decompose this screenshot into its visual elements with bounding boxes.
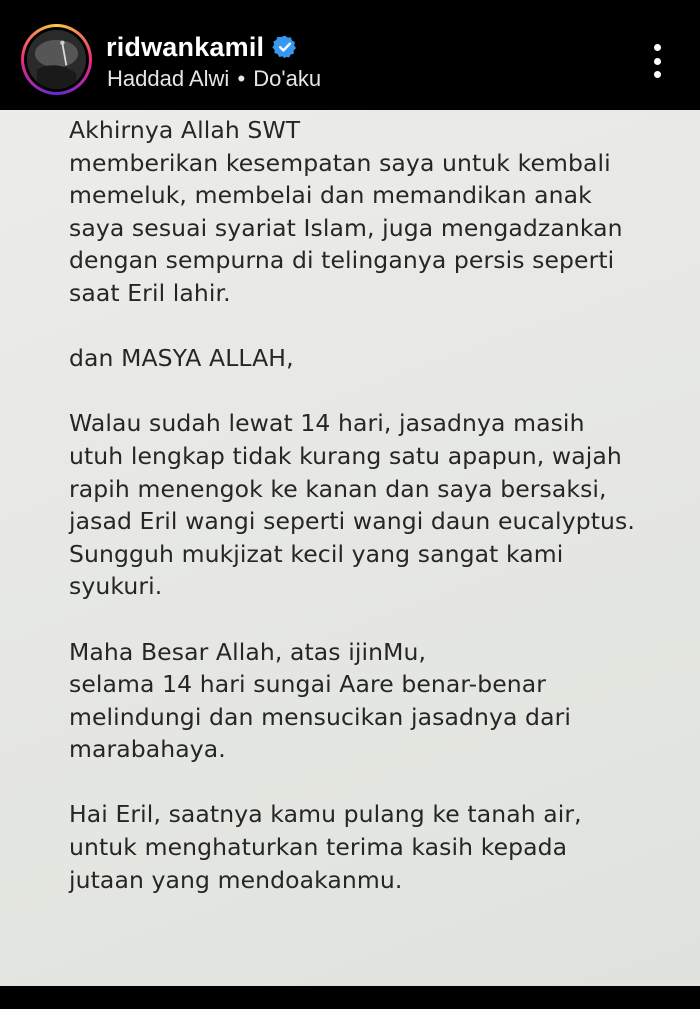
post-paragraph bbox=[69, 114, 689, 310]
more-options-button[interactable] bbox=[640, 40, 674, 82]
post-line: rapih menengok ke kanan dan saya bersaksi, bbox=[69, 474, 607, 503]
username-link[interactable]: ridwankamil bbox=[106, 31, 265, 62]
profile-avatar[interactable] bbox=[21, 24, 92, 95]
post-line: marabahaya. bbox=[69, 735, 226, 764]
post-text bbox=[69, 114, 689, 896]
username-row bbox=[106, 30, 298, 64]
post-line: saat Eril lahir. bbox=[69, 278, 231, 307]
verified-badge-icon bbox=[272, 34, 298, 60]
audio-title: Do'aku bbox=[253, 66, 322, 91]
post-line: Hai Eril, saatnya kamu pulang ke tanah air, bbox=[69, 800, 582, 829]
story-header bbox=[0, 0, 700, 110]
post-line: melindungi dan mensucikan jasadnya dari bbox=[69, 702, 571, 731]
post-line: memberikan kesempatan saya untuk kembali bbox=[69, 148, 611, 177]
post-paragraph bbox=[69, 798, 689, 896]
bottom-bar bbox=[0, 986, 700, 1009]
post-paragraph bbox=[69, 407, 689, 603]
audio-track-link[interactable] bbox=[107, 66, 321, 92]
post-line: syukuri. bbox=[69, 572, 163, 601]
post-line: dan MASYA ALLAH, bbox=[69, 344, 294, 373]
post-line: dengan sempurna di telinganya persis seperti bbox=[69, 246, 615, 275]
post-line: Sungguh mukjizat kecil yang sangat kami bbox=[69, 539, 564, 568]
post-line: selama 14 hari sungai Aare benar-benar bbox=[69, 670, 547, 699]
audio-artist: Haddad Alwi bbox=[107, 66, 230, 91]
post-line: Akhirnya Allah SWT bbox=[69, 116, 301, 144]
post-line: jasad Eril wangi seperti wangi daun eucalyptus. bbox=[69, 507, 635, 536]
post-line: jutaan yang mendoakanmu. bbox=[69, 865, 403, 894]
separator-dot: • bbox=[237, 66, 246, 91]
post-paragraph bbox=[69, 342, 689, 375]
post-paragraph bbox=[69, 636, 689, 766]
avatar-photo-icon bbox=[27, 30, 86, 89]
post-line: Maha Besar Allah, atas ijinMu, bbox=[69, 637, 427, 666]
post-line: saya sesuai syariat Islam, juga mengadzankan bbox=[69, 213, 623, 242]
post-line: Walau sudah lewat 14 hari, jasadnya masih bbox=[69, 409, 585, 438]
avatar-image bbox=[27, 30, 86, 89]
post-line: memeluk, membelai dan memandikan anak bbox=[69, 181, 592, 210]
post-line: untuk menghaturkan terima kasih kepada bbox=[69, 833, 568, 862]
story-content bbox=[0, 110, 700, 986]
post-line: utuh lengkap tidak kurang satu apapun, wajah bbox=[69, 441, 622, 470]
more-vertical-icon bbox=[654, 44, 661, 51]
